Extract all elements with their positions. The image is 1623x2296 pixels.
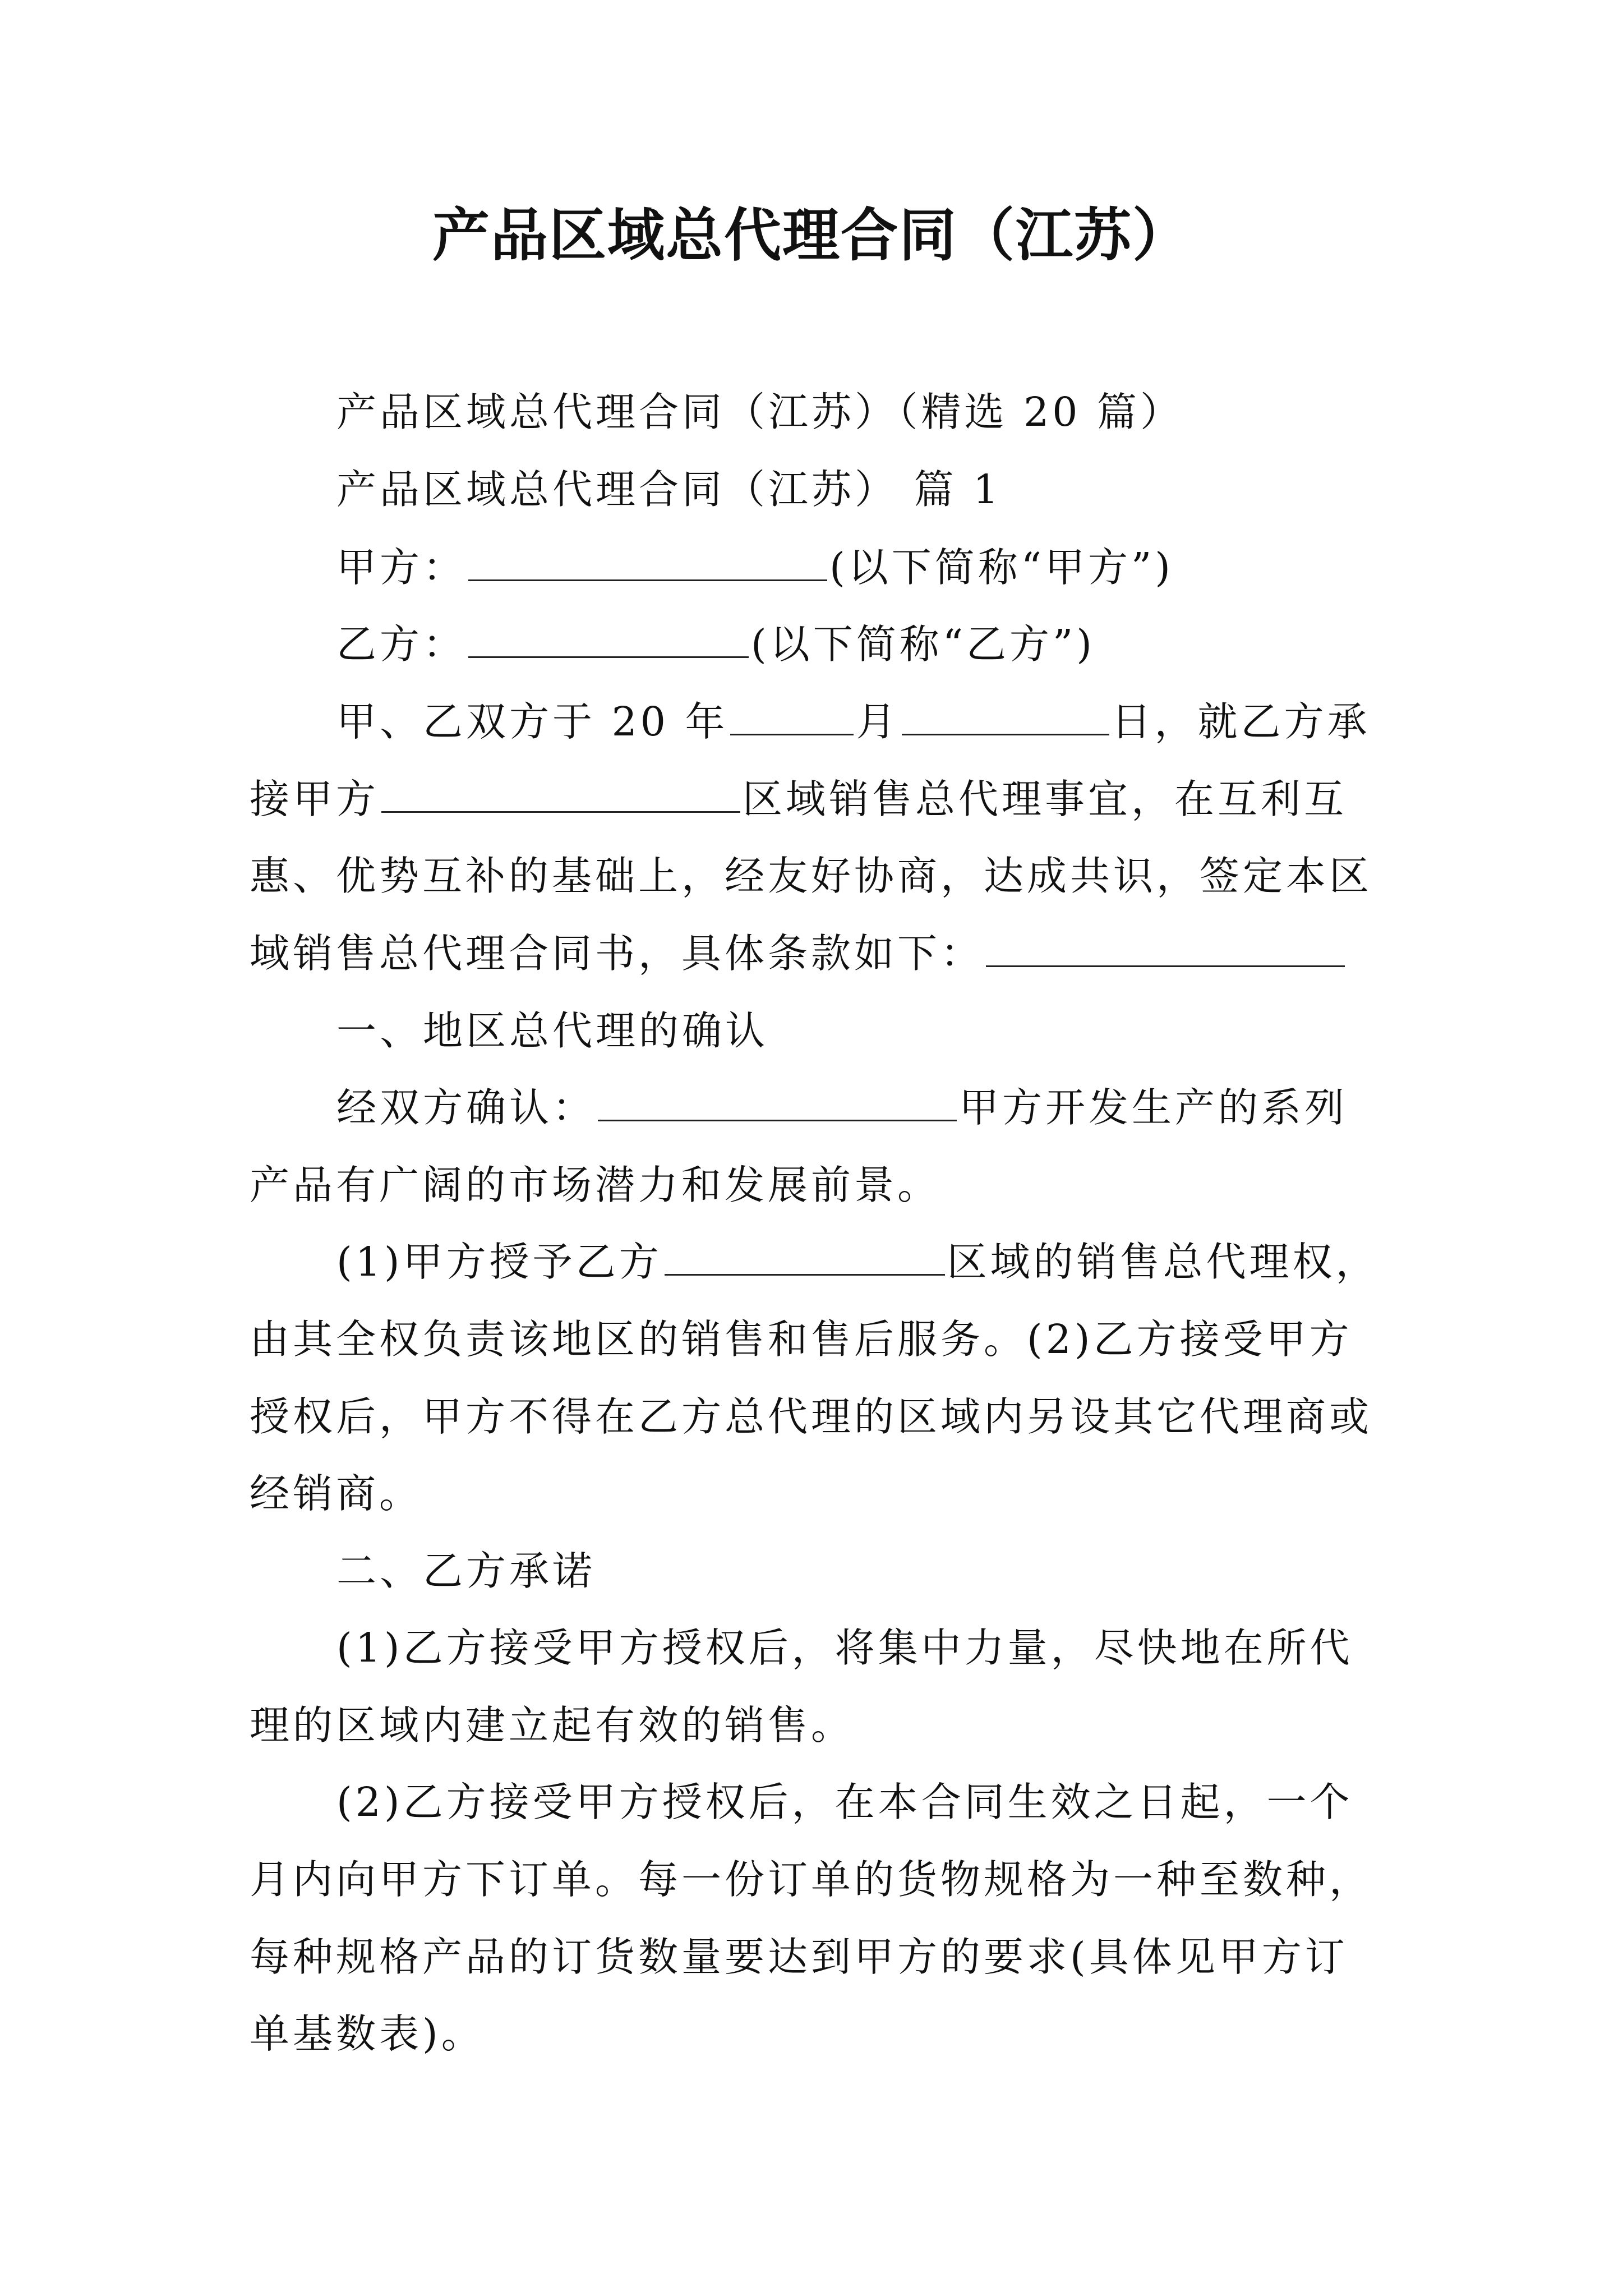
body-line-6	[250, 771, 1347, 827]
party-a-line	[336, 540, 1174, 596]
party-a-label: 甲方：	[336, 544, 467, 591]
body-text: 域销售总代理合同书，具体条款如下：	[250, 930, 984, 977]
body-line-13	[250, 1312, 1353, 1368]
body-text: (2)乙方接受甲方授权后，在本合同生效之日起，一个	[336, 1779, 1353, 1825]
body-line-11	[250, 1157, 940, 1213]
confirm-blank	[598, 1085, 957, 1121]
section-heading-line	[336, 462, 1002, 518]
body-text: 甲方开发生产的系列	[959, 1084, 1348, 1131]
body-text: 单基数表)。	[250, 2010, 485, 2057]
body-line-18	[250, 1697, 854, 1754]
section-heading-text: 产品区域总代理合同（江苏） 篇 1	[336, 466, 1002, 513]
body-text: 月内向甲方下订单。每一份订单的货物规格为一种至数种，	[250, 1856, 1373, 1903]
region-blank	[381, 776, 740, 813]
body-text: 区域的销售总代理权，	[947, 1239, 1379, 1285]
heading-1-line	[336, 1003, 768, 1059]
party-a-note: (以下简称“甲方”)	[829, 544, 1174, 591]
body-line-7	[250, 848, 1372, 904]
body-text: 经双方确认：	[336, 1084, 596, 1131]
month-blank	[730, 699, 854, 735]
body-line-14	[250, 1389, 1372, 1445]
body-line-22	[250, 2006, 485, 2062]
body-text: 甲、乙双方于 20 年	[336, 698, 728, 745]
heading-2-text: 二、乙方承诺	[336, 1548, 596, 1594]
body-line-8	[250, 926, 1347, 982]
party-b-label: 乙方：	[336, 621, 467, 668]
party-b-blank	[468, 622, 749, 658]
day-blank	[902, 699, 1109, 735]
body-text: (1)甲方授予乙方	[336, 1239, 662, 1285]
heading-1-text: 一、地区总代理的确认	[336, 1007, 769, 1054]
party-b-note: (以下简称“乙方”)	[751, 621, 1096, 668]
body-text: 惠、优势互补的基础上，经友好协商，达成共识，签定本区	[250, 853, 1373, 899]
body-text: 经销商。	[250, 1470, 423, 1517]
document-title: 产品区域总代理合同（江苏）	[432, 202, 1191, 269]
body-text: 区域销售总代理事宜，在互利互	[743, 776, 1348, 822]
body-line-21	[250, 1929, 1348, 1985]
body-line-19	[336, 1774, 1353, 1830]
heading-2-line	[336, 1543, 596, 1599]
grant-region-blank	[665, 1239, 945, 1276]
body-text: (1)乙方接受甲方授权后，将集中力量，尽快地在所代	[336, 1625, 1353, 1671]
body-text: 日，就乙方承	[1111, 698, 1371, 745]
body-text: 接甲方	[250, 776, 380, 822]
body-line-20	[250, 1852, 1372, 1908]
party-b-line	[336, 616, 1095, 673]
body-line-5	[336, 694, 1371, 750]
body-text: 理的区域内建立起有效的销售。	[250, 1702, 855, 1749]
party-a-blank	[468, 545, 827, 581]
body-text: 月	[856, 698, 900, 745]
subtitle-text: 产品区域总代理合同（江苏）（精选 20 篇）	[336, 389, 1183, 435]
body-line-15	[250, 1466, 422, 1522]
body-line-10	[336, 1080, 1348, 1136]
body-line-17	[336, 1620, 1353, 1676]
body-line-12	[336, 1234, 1379, 1290]
body-text: 授权后，甲方不得在乙方总代理的区域内另设其它代理商或	[250, 1393, 1373, 1440]
body-text: 产品有广阔的市场潜力和发展前景。	[250, 1162, 941, 1208]
subtitle-line	[336, 384, 1183, 440]
body-text: 每种规格产品的订货数量要达到甲方的要求(具体见甲方订	[250, 1934, 1348, 1980]
terms-blank	[986, 931, 1345, 967]
body-text: 由其全权负责该地区的销售和售后服务。(2)乙方接受甲方	[250, 1316, 1353, 1363]
